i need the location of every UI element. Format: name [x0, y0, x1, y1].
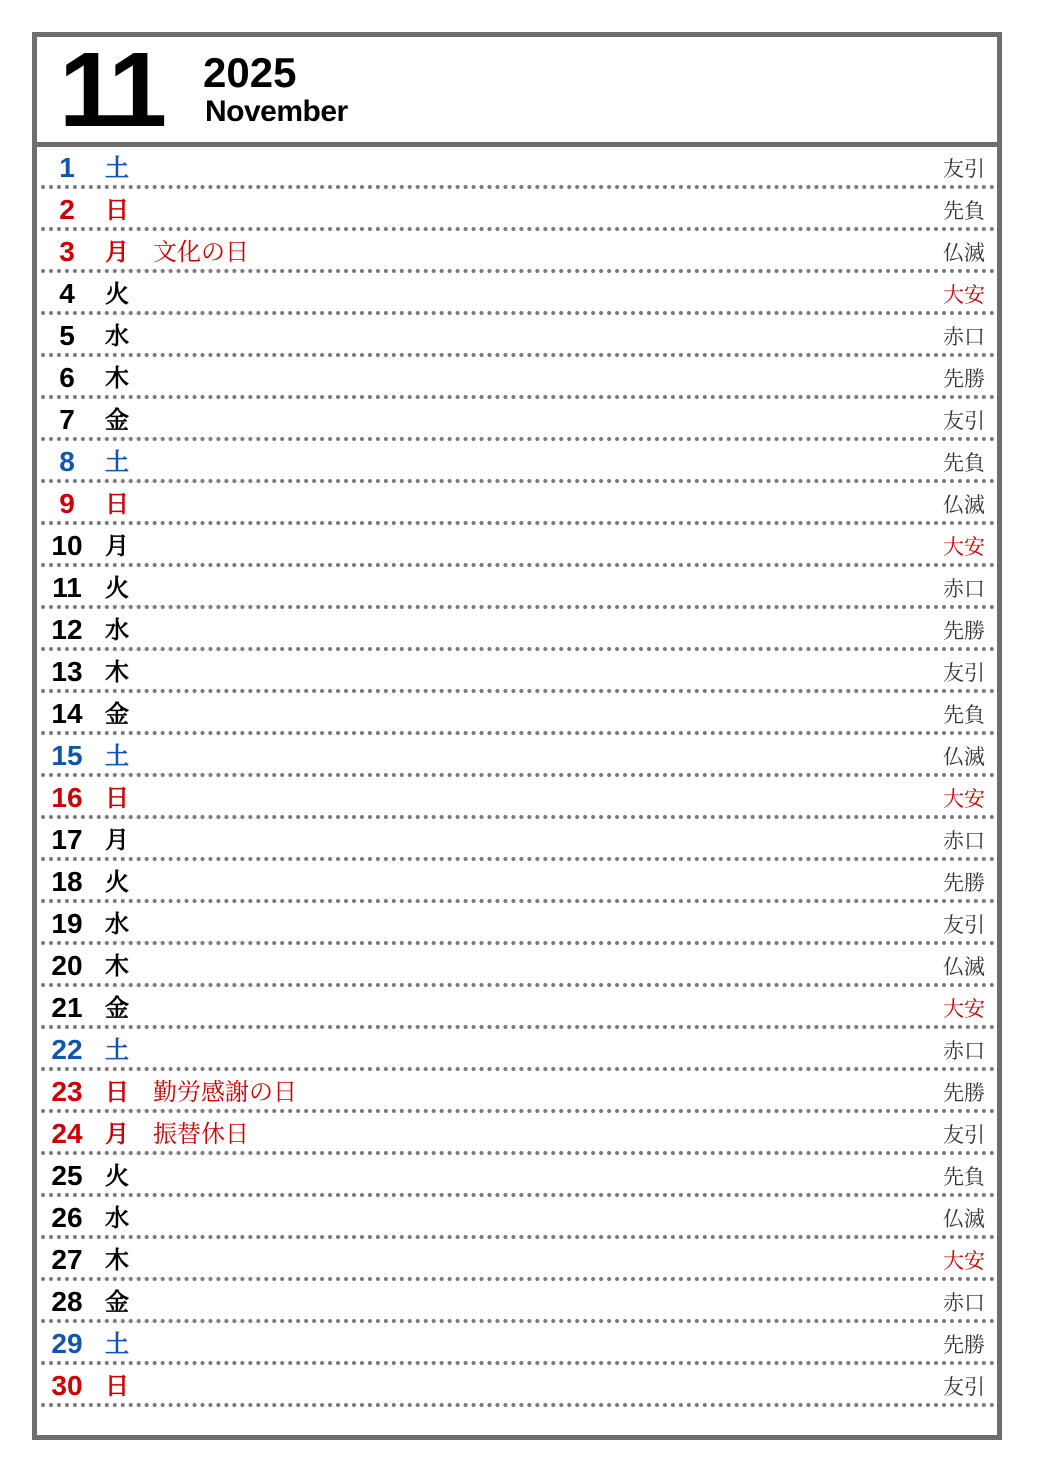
weekday-label: 火 — [105, 574, 129, 602]
day-row — [37, 1155, 997, 1197]
day-row — [37, 147, 997, 189]
day-number: 8 — [59, 446, 75, 477]
rokuyo-label: 大安 — [943, 535, 985, 559]
day-number: 30 — [51, 1370, 83, 1401]
day-number: 26 — [51, 1202, 83, 1233]
year-label: 2025 — [203, 49, 297, 96]
weekday-label: 金 — [105, 700, 129, 728]
weekday-label: 日 — [105, 490, 129, 518]
day-row — [37, 567, 997, 609]
rokuyo-label: 大安 — [943, 283, 985, 307]
weekday-label: 日 — [105, 196, 129, 224]
day-row — [37, 651, 997, 693]
rokuyo-label: 友引 — [943, 157, 985, 181]
weekday-label: 水 — [105, 322, 129, 350]
day-number: 14 — [51, 698, 83, 729]
weekday-label: 月 — [105, 532, 129, 560]
day-row — [37, 399, 997, 441]
day-number: 15 — [51, 740, 83, 771]
day-number: 6 — [59, 362, 75, 393]
rokuyo-label: 先勝 — [943, 871, 985, 895]
rokuyo-label: 赤口 — [943, 325, 985, 349]
weekday-label: 木 — [105, 364, 129, 392]
weekday-label: 火 — [105, 868, 129, 896]
rokuyo-label: 仏滅 — [943, 745, 985, 769]
day-row — [37, 231, 997, 273]
day-number: 1 — [59, 152, 75, 183]
weekday-label: 火 — [105, 1162, 129, 1190]
rokuyo-label: 仏滅 — [943, 955, 985, 979]
day-number: 18 — [51, 866, 83, 897]
weekday-label: 水 — [105, 1204, 129, 1232]
holiday-name: 振替休日 — [153, 1120, 249, 1148]
weekday-label: 土 — [105, 448, 129, 476]
day-number: 3 — [59, 236, 75, 267]
day-row — [37, 483, 997, 525]
rokuyo-label: 大安 — [943, 997, 985, 1021]
day-row — [37, 1113, 997, 1155]
rokuyo-label: 仏滅 — [943, 1207, 985, 1231]
weekday-label: 水 — [105, 616, 129, 644]
day-number: 5 — [59, 320, 75, 351]
month-number: 11 — [59, 31, 164, 149]
day-number: 23 — [51, 1076, 83, 1107]
day-row — [37, 1281, 997, 1323]
day-number: 20 — [51, 950, 83, 981]
rokuyo-label: 仏滅 — [943, 493, 985, 517]
weekday-label: 金 — [105, 1288, 129, 1316]
weekday-label: 土 — [105, 154, 129, 182]
day-row — [37, 1239, 997, 1281]
day-number: 27 — [51, 1244, 83, 1275]
day-number: 22 — [51, 1034, 83, 1065]
weekday-label: 日 — [105, 1078, 129, 1106]
rokuyo-label: 先負 — [943, 199, 985, 223]
day-row — [37, 861, 997, 903]
day-row — [37, 357, 997, 399]
holiday-name: 勤労感謝の日 — [153, 1078, 297, 1106]
rokuyo-label: 赤口 — [943, 1039, 985, 1063]
day-number: 9 — [59, 488, 75, 519]
weekday-label: 火 — [105, 280, 129, 308]
day-row — [37, 945, 997, 987]
day-row — [37, 315, 997, 357]
rokuyo-label: 先負 — [943, 451, 985, 475]
day-row — [37, 1197, 997, 1239]
weekday-label: 木 — [105, 658, 129, 686]
day-number: 10 — [51, 530, 83, 561]
day-number: 25 — [51, 1160, 83, 1191]
day-number: 13 — [51, 656, 83, 687]
day-row — [37, 777, 997, 819]
rokuyo-label: 先勝 — [943, 619, 985, 643]
day-number: 7 — [59, 404, 75, 435]
day-number: 11 — [52, 572, 82, 603]
day-row — [37, 1029, 997, 1071]
rokuyo-label: 仏滅 — [943, 241, 985, 265]
day-number: 17 — [51, 824, 83, 855]
weekday-label: 金 — [105, 994, 129, 1022]
day-number: 12 — [51, 614, 83, 645]
day-number: 24 — [51, 1118, 83, 1149]
weekday-label: 日 — [105, 784, 129, 812]
weekday-label: 土 — [105, 742, 129, 770]
day-row — [37, 1365, 997, 1407]
day-row — [37, 735, 997, 777]
weekday-label: 金 — [105, 406, 129, 434]
rokuyo-label: 友引 — [943, 913, 985, 937]
day-row — [37, 525, 997, 567]
holiday-name: 文化の日 — [153, 238, 249, 266]
weekday-label: 月 — [105, 238, 129, 266]
day-row — [37, 189, 997, 231]
day-number: 21 — [51, 992, 83, 1023]
day-row — [37, 1323, 997, 1365]
day-row — [37, 1071, 997, 1113]
rokuyo-label: 赤口 — [943, 1291, 985, 1315]
weekday-label: 月 — [105, 826, 129, 854]
rokuyo-label: 先勝 — [943, 367, 985, 391]
rokuyo-label: 先勝 — [943, 1081, 985, 1105]
calendar-frame — [32, 32, 1002, 1440]
day-number: 19 — [51, 908, 83, 939]
month-name-label: November — [205, 95, 348, 128]
day-row — [37, 273, 997, 315]
day-row — [37, 609, 997, 651]
weekday-label: 木 — [105, 952, 129, 980]
rokuyo-label: 大安 — [943, 787, 985, 811]
rokuyo-label: 大安 — [943, 1249, 985, 1273]
weekday-label: 日 — [105, 1372, 129, 1400]
day-row — [37, 987, 997, 1029]
rokuyo-label: 先負 — [943, 703, 985, 727]
rokuyo-label: 友引 — [943, 1123, 985, 1147]
rokuyo-label: 赤口 — [943, 829, 985, 853]
weekday-label: 土 — [105, 1330, 129, 1358]
rokuyo-label: 友引 — [943, 661, 985, 685]
day-number: 4 — [59, 278, 75, 309]
weekday-label: 月 — [105, 1120, 129, 1148]
day-row — [37, 441, 997, 483]
rokuyo-label: 先勝 — [943, 1333, 985, 1357]
day-row — [37, 819, 997, 861]
day-row — [37, 903, 997, 945]
weekday-label: 土 — [105, 1036, 129, 1064]
weekday-label: 木 — [105, 1246, 129, 1274]
day-number: 29 — [51, 1328, 83, 1359]
day-row — [37, 693, 997, 735]
day-number: 2 — [59, 194, 75, 225]
calendar-header — [37, 31, 997, 149]
weekday-label: 水 — [105, 910, 129, 938]
rokuyo-label: 友引 — [943, 409, 985, 433]
day-list — [37, 147, 997, 1407]
rokuyo-label: 先負 — [943, 1165, 985, 1189]
rokuyo-label: 友引 — [943, 1375, 985, 1399]
rokuyo-label: 赤口 — [943, 577, 985, 601]
day-number: 28 — [51, 1286, 83, 1317]
day-number: 16 — [51, 782, 83, 813]
